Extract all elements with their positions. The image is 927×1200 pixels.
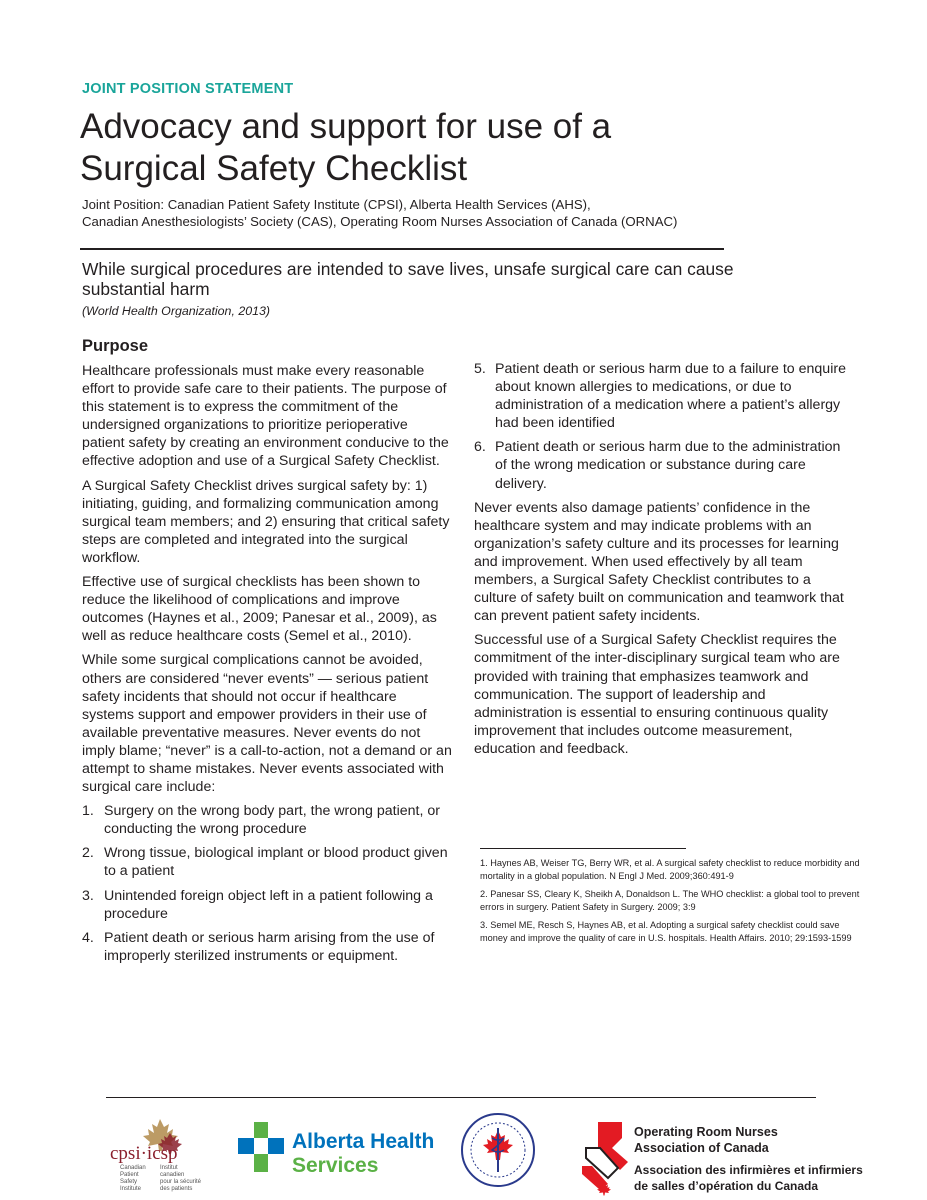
purpose-heading: Purpose <box>82 337 149 355</box>
list-item-text: Surgery on the wrong body part, the wrong patient, or conducting the wrong procedure <box>104 803 440 838</box>
list-item-text: Patient death or serious harm due to the administration of the wrong medication or substance during care delivery. <box>495 439 841 492</box>
footnote-3: 3. Semel ME, Resch S, Haynes AB, et al. Adopting a surgical safety checklist could save money and improve the quality of care in U.S. hospitals. Health Affairs. 2010; 29:1593-1599 <box>480 920 852 943</box>
pull-quote: While surgical procedures are intended to save lives, unsafe surgical care can cause substantial harm <box>82 259 734 299</box>
cpsi-fr-2: canadien <box>160 1172 185 1178</box>
footer-divider <box>106 1097 816 1098</box>
list-item <box>474 438 852 492</box>
purpose-paragraph-1: Healthcare professionals must make every reasonable effort to provide safe care to their patients. The purpose of this statement is to express the commitment of the undersigned organizations to prioritize perioperative patient safety by creating an environment conducive to the effective adoption and use of a Surgical Safety Checklist. <box>82 363 449 470</box>
list-item-text: Patient death or serious harm due to a failure to enquire about known allergies to medications, or due to administration of a medication where a patient’s allergy had been identified <box>495 361 846 432</box>
cpsi-wordmark: cpsi·icsp <box>110 1143 178 1164</box>
ornac-emblem-icon <box>578 1118 863 1194</box>
maple-leaf-icon <box>108 1115 218 1195</box>
cas-seal-logo <box>458 1110 538 1190</box>
list-item <box>82 802 452 838</box>
list-item-number: 3. <box>82 887 94 904</box>
footnote-1: 1. Haynes AB, Weiser TG, Berry WR, et al. A surgical safety checklist to reduce morbidity and mortality in a global population. N Engl J Med. 2009;360:491-9 <box>480 858 860 881</box>
cpsi-en-4: Institute <box>120 1186 142 1192</box>
list-item-number: 6. <box>474 439 486 456</box>
cpsi-logo <box>108 1115 218 1195</box>
title-line-1: Advocacy and support for use of a <box>80 107 612 146</box>
list-item-number: 4. <box>82 929 94 946</box>
purpose-paragraph-4: While some surgical complications cannot be avoided, others are considered “never events” — serious patient safety incidents that should not occur if healthcare systems support and empower providers in their use of available preventative measures. Never events do not imply blame; “never” is a call-to-action, not a demand or an attempt to shame mistakes. Never events associated with surgical care include: <box>82 652 452 796</box>
list-item-text: Unintended foreign object left in a patient following a procedure <box>104 887 433 922</box>
cpsi-fr-4: des patients <box>160 1186 193 1192</box>
cpsi-en-2: Patient <box>120 1172 139 1178</box>
header-divider <box>80 248 724 250</box>
list-item <box>82 929 452 965</box>
document-title <box>80 106 780 190</box>
ornac-en-2: Association of Canada <box>634 1141 769 1155</box>
list-item-text: Patient death or serious harm arising from the use of improperly sterilized instruments or equipment. <box>104 929 435 964</box>
ahs-wordmark-1: Alberta Health <box>292 1130 435 1153</box>
purpose-paragraph-6: Successful use of a Surgical Safety Checklist requires the commitment of the inter-disciplinary surgical team who are provided with training that emphasizes teamwork and communication. The support of leadership and administration is essential to ensuring continuous quality improvement that includes outcome measurement, education and feedback. <box>474 632 840 757</box>
never-events-list <box>82 802 452 965</box>
cpsi-fr-1: Institut <box>160 1165 178 1171</box>
ornac-fr-1: Association des infirmières et infirmiers <box>634 1163 863 1177</box>
purpose-paragraph-5: Never events also damage patients’ confidence in the healthcare system and may indicate problems with an organization’s safety culture and its processes for learning and improvement. When used effectively by all team members, a Surgical Safety Checklist contributes to a culture of safety built on communication and teamwork that can prevent patient safety incidents. <box>474 499 844 625</box>
list-item-number: 1. <box>82 803 94 820</box>
list-item-number: 5. <box>474 361 486 377</box>
list-item-number: 2. <box>82 845 94 862</box>
list-item <box>82 887 452 923</box>
title-line-2: Surgical Safety Checklist <box>80 149 468 188</box>
footnote-divider <box>480 848 686 849</box>
ahs-cross-icon <box>236 1120 436 1180</box>
cas-seal-icon <box>458 1110 538 1190</box>
ahs-wordmark-2: Services <box>292 1154 379 1177</box>
pull-quote-citation: (World Health Organization, 2013) <box>82 304 271 318</box>
never-events-list-continued <box>474 360 852 493</box>
purpose-paragraph-3: Effective use of surgical checklists has been shown to reduce the likelihood of complications and improve outcomes (Haynes et al., 2009; Panesar et al., 2009), as well as reduce healthcare costs (Semel et al., 2010). <box>82 574 437 645</box>
joint-position-line-2: Canadian Anesthesiologists’ Society (CAS), Operating Room Nurses Association of Canada (ORNAC) <box>82 214 678 229</box>
cpsi-fr-3: pour la sécurité <box>160 1179 202 1185</box>
joint-position-line-1: Joint Position: Canadian Patient Safety Institute (CPSI), Alberta Health Services (AHS), <box>82 197 591 212</box>
list-item-text: Wrong tissue, biological implant or blood product given to a patient <box>104 845 448 880</box>
right-column <box>474 360 852 764</box>
left-column <box>82 362 452 971</box>
purpose-paragraph-2: A Surgical Safety Checklist drives surgical safety by: 1) initiating, guiding, and formalizing communication among surgical team members; and 2) ensuring that critical safety steps are completed and integrated into the surgical workflow. <box>82 477 450 566</box>
ornac-en-1: Operating Room Nurses <box>634 1125 778 1139</box>
ornac-fr-2: de salles d’opération du Canada <box>634 1179 819 1193</box>
document-kicker: JOINT POSITION STATEMENT <box>82 81 294 97</box>
footnotes <box>480 857 860 950</box>
list-item <box>474 360 852 432</box>
ornac-logo <box>578 1118 863 1194</box>
footnote-2: 2. Panesar SS, Cleary K, Sheikh A, Donaldson L. The WHO checklist: a global tool to prevent errors in surgery. Patient Safety in Surgery. 2009; 3:9 <box>480 889 860 912</box>
joint-position-line <box>82 196 762 230</box>
cpsi-en-3: Safety <box>120 1179 138 1185</box>
list-item <box>82 844 452 880</box>
ahs-logo <box>236 1120 436 1180</box>
cpsi-en-1: Canadian <box>120 1165 146 1171</box>
